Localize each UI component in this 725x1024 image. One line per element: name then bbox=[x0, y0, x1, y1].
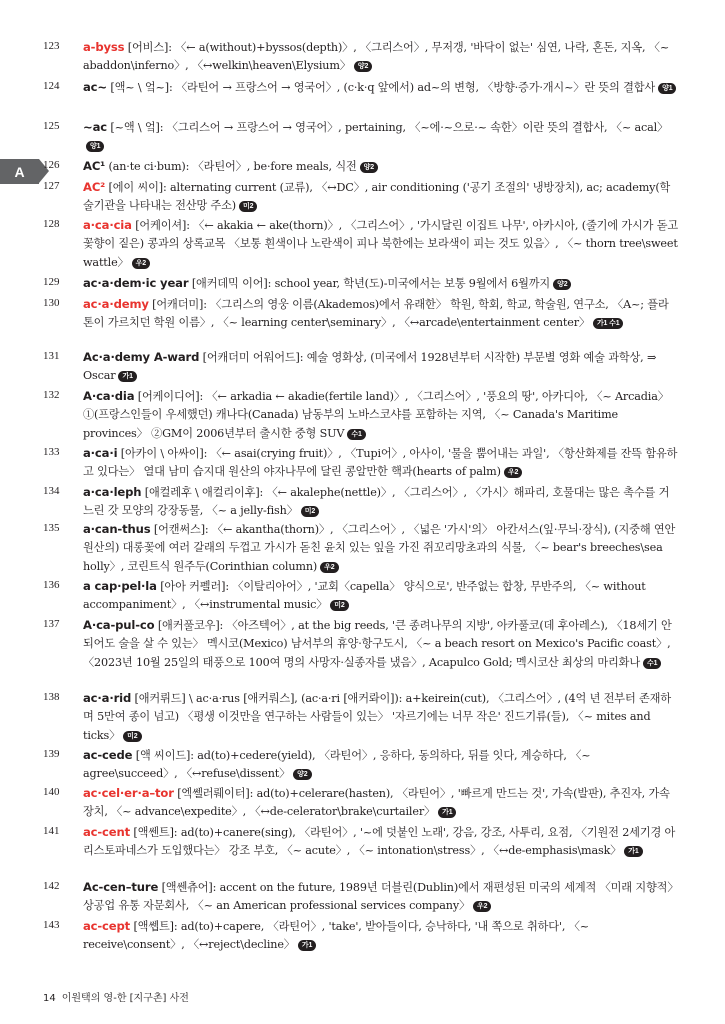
headword: Ac·a·demy A-ward bbox=[83, 350, 200, 364]
definition: [액쎈트]: ad(to)+canere(sing), 〈라틴어〉, '~에 덧붙인 노래', 강음, 강조, 사투리, 요점, 〈기원전 2세기경 아리스토파네스가 도입했다는〉 강조 부호, 〈~ acute〉, 〈~ intonation\stress〉, 〈↔de-emphasis\mask〉 bbox=[83, 826, 676, 858]
entry-number: 123 bbox=[43, 40, 60, 52]
definition: [엑쎌러뤠이터]: ad(to)+celerare(hasten), 〈라틴어〉, '빠르게 만드는 것', 가속(발판), 추진자, 가속장치, 〈~ advance\expedite〉, 〈↔de-celerator\brake\curtailer〉 bbox=[83, 787, 670, 819]
entry-number: 130 bbox=[43, 297, 60, 309]
level-badge: 미2 bbox=[239, 201, 257, 212]
definition: [애커데믹 이어]: school year, 학년(도)-미국에서는 보통 9월에서 6월까지 bbox=[188, 277, 551, 290]
definition: [애컬레후 \ 애컬리이후]: 〈← akalephe(nettle)〉, 〈그리스어〉, 〈가시〉해파리, 호물대는 많은 촉수를 거느린 갓 모양의 강장동물, 〈~ a jelly-fish〉 bbox=[83, 486, 670, 518]
level-badge: 우2 bbox=[504, 467, 522, 478]
level-badge: 미2 bbox=[123, 731, 141, 742]
entry-number: 133 bbox=[43, 446, 60, 458]
headword: a·ca·leph bbox=[83, 485, 142, 499]
entry-number: 141 bbox=[43, 825, 60, 837]
definition: [어캔써스]: 〈← akantha(thorn)〉, 〈그리스어〉, 〈넓은 '가시'의〉 아칸서스(잎·무늬·장식), (지중해 연안 원산의) 대롱꽃에 여러 갈래의 두껍고 가시가 돋친 윤치 있는 잎을 가진 쥐꼬리망초과의 식물, 〈~ bear's breeches\sea holly〉, 코린트식 원주두(Corinthian column) bbox=[83, 523, 676, 573]
book-title: 이원택의 영-한 [지구촌] 사전 bbox=[61, 993, 189, 1004]
entry-number: 124 bbox=[43, 80, 60, 92]
definition: (an·te ci·bum): 〈라틴어〉, be·fore meals, 식전 bbox=[105, 160, 357, 173]
entry-number: 125 bbox=[43, 120, 60, 132]
section-tab: A bbox=[0, 159, 39, 184]
level-badge: 가1 bbox=[118, 371, 136, 382]
headword: a cap·pel·la bbox=[83, 579, 157, 593]
level-badge: 수1 bbox=[643, 658, 661, 669]
definition: [액~ \ 엌~]: 〈라틴어 → 프랑스어 → 영국어〉, (c·k·q 앞에서) ad~의 변형, 〈방향·증가·개시~〉란 뜻의 결합사 bbox=[106, 81, 656, 94]
entry-number: 139 bbox=[43, 748, 60, 760]
definition: [어비스]: 〈← a(without)+byssos(depth)〉, 〈그리스어〉, 무저갱, '바닥이 없는' 심연, 나락, 혼돈, 지옥, 〈~ abaddon\inferno〉, 〈↔welkin\heaven\Elysium〉 bbox=[83, 41, 670, 73]
headword: a·ca·i bbox=[83, 446, 118, 460]
definition: [아아 커펠러]: 〈이탈리아어〉, '교회〈capella〉 양식으로', 반주없는 합창, 무반주의, 〈~ without accompaniment〉, 〈↔instrumental music〉 bbox=[83, 580, 646, 612]
level-badge: 가1 수1 bbox=[593, 318, 624, 329]
headword: a·can-thus bbox=[83, 522, 151, 536]
entry-number: 142 bbox=[43, 880, 60, 892]
entry-number: 132 bbox=[43, 389, 60, 401]
headword: ac-cent bbox=[83, 825, 130, 839]
headword: a·ca·cia bbox=[83, 218, 132, 232]
definition: [어캐더미 어워어드]: 예술 영화상, (미국에서 1928년부터 시작한) 부문별 영화 예술 과학상, ⇒ Oscar bbox=[83, 351, 657, 383]
headword: ~ac bbox=[83, 120, 107, 134]
headword: a-byss bbox=[83, 40, 125, 54]
entry-number: 126 bbox=[43, 159, 60, 171]
entry-number: 137 bbox=[43, 618, 60, 630]
headword: ac-cept bbox=[83, 919, 131, 933]
level-badge: 미2 bbox=[301, 506, 319, 517]
level-badge: 우2 bbox=[320, 562, 338, 573]
entry-number: 129 bbox=[43, 276, 60, 288]
level-badge: 양2 bbox=[293, 769, 311, 780]
entry-number: 134 bbox=[43, 485, 60, 497]
headword: ac·a·dem·ic year bbox=[83, 276, 189, 290]
entry-number: 136 bbox=[43, 579, 60, 591]
level-badge: 양2 bbox=[354, 61, 372, 72]
page-number: 14 bbox=[43, 993, 56, 1004]
headword: ac·a·demy bbox=[83, 297, 149, 311]
entry-number: 135 bbox=[43, 522, 60, 534]
definition: [어캐더미]: 〈그리스의 영웅 이름(Akademos)에서 유래한〉 학원, 학회, 학교, 학술원, 연구소, 〈A~; 플라톤이 가르치던 학원 이름〉, 〈~ learning center\seminary〉, 〈↔arcade\entertainment center〉 bbox=[83, 298, 669, 330]
definition: [액쎈츄어]: accent on the future, 1989년 더블린(Dublin)에서 재편성된 미국의 세계적 〈미래 지향적〉 상공업 유통 자문회사, 〈~ an American professional services company〉 bbox=[83, 881, 679, 913]
level-badge: 양2 bbox=[553, 279, 571, 290]
entry-number: 131 bbox=[43, 350, 60, 362]
definition: [액 씨이드]: ad(to)+cedere(yield), 〈라틴어〉, 응하다, 동의하다, 뒤를 잇다, 계승하다, 〈~ agree\succeed〉, 〈↔refuse\dissent〉 bbox=[83, 749, 591, 781]
entry-number: 140 bbox=[43, 786, 60, 798]
definition: [애커뤼드] \ ac·a·rus [애커뤄스], (ac·a·ri [애커롸이]): a+keirein(cut), 〈그리스어〉, (4억 년 전부터 존재하며 5만여 종이 넘고) 〈평생 이것만을 연구하는 사람들이 있는〉 '자르기에는 너무 작은' 진드기류(들), 〈~ mites and ticks〉 bbox=[83, 692, 671, 742]
headword: A·ca·dia bbox=[83, 389, 135, 403]
headword: AC¹ bbox=[83, 159, 106, 173]
level-badge: 수1 bbox=[347, 429, 365, 440]
level-badge: 미2 bbox=[330, 600, 348, 611]
entry-number: 138 bbox=[43, 691, 60, 703]
headword: ac·a·rid bbox=[83, 691, 132, 705]
headword: A·ca-pul-co bbox=[83, 618, 155, 632]
headword: ac~ bbox=[83, 80, 107, 94]
headword: AC² bbox=[83, 180, 106, 194]
level-badge: 가1 bbox=[624, 846, 642, 857]
entry-number: 143 bbox=[43, 919, 60, 931]
level-badge: 가1 bbox=[438, 807, 456, 818]
definition: [에이 씨이]: alternating current (교류), 〈↔DC〉, air conditioning ('공기 조절의' 냉방장치), ac; academy(학술기관을 나타내는 전산망 주소) bbox=[83, 181, 671, 213]
definition: [아카이 \ 아싸이]: 〈← asai(crying fruit)〉, 〈Tupi어〉, 아사이, '물을 뿜어내는 과일', 〈항산화제를 잔뜩 함유하고 있다는〉 열대 남미 습지대 원산의 야자나무에 달린 콩알만한 핵과(hearts of palm) bbox=[83, 447, 678, 479]
definition: [~액 \ 엌]: 〈그리스어 → 프랑스어 → 영국어〉, pertaining, 〈~에·~으로·~ 속한〉이란 뜻의 결합사, 〈~ acal〉 bbox=[106, 121, 669, 134]
definition: [액쎕트]: ad(to)+capere, 〈라틴어〉, 'take', 받아들이다, 승낙하다, '내 쪽으로 취하다', 〈~ receive\consent〉, 〈↔reject\decline〉 bbox=[83, 920, 589, 952]
level-badge: 가1 bbox=[298, 940, 316, 951]
page-footer bbox=[43, 989, 189, 1004]
level-badge: 양1 bbox=[86, 141, 104, 152]
entry-number: 127 bbox=[43, 180, 60, 192]
level-badge: 우2 bbox=[132, 258, 150, 269]
definition: [애커풀코우]: 〈아즈텍어〉, at the big reeds, '큰 종려나무의 지방', 아카풀코(데 후아레스), 〈18세기 안 되어도 술을 살 수 있는〉 멕시코(Mexico) 남서부의 휴양·항구도시, 〈~ a beach resort on Mexico's Pacific coast〉, 〈2023년 10월 25일의 태풍으로 100여 명의 사망자·실종자를 냈음〉, Acapulco Gold; 멕시코산 최상의 마리화나 bbox=[83, 619, 672, 669]
headword: ac·cel·er·a–tor bbox=[83, 786, 174, 800]
definition: [어케이디어]: 〈← arkadia ← akadie(fertile land)〉, 〈그리스어〉, '풍요의 땅', 아카디아, 〈~ Arcadia〉 ①(프랑스인들이 우세했던) 캐나다(Canada) 남동부의 노바스코샤를 포함하는 지역, 〈~ Canada's Maritime provinces〉 ②GM이 2006년부터 출시한 중형 SUV bbox=[83, 390, 669, 440]
level-badge: 양2 bbox=[360, 162, 378, 173]
headword: ac-cede bbox=[83, 748, 133, 762]
definition: [어케이셔]: 〈← akakia ← ake(thorn)〉, 〈그리스어〉, '가시달린 이집트 나무', 아카시아, (줄기에 가시가 돋고 꽃향이 짙은) 콩과의 상록교목 〈보통 흰색이나 노란색이 피나 북한에는 보라색이 피는 것도 있음〉, 〈~ thorn tree\sweet wattle〉 bbox=[83, 219, 679, 269]
level-badge: 양1 bbox=[658, 83, 676, 94]
level-badge: 우2 bbox=[473, 901, 491, 912]
entry-number: 128 bbox=[43, 218, 60, 230]
headword: Ac-cen–ture bbox=[83, 880, 159, 894]
